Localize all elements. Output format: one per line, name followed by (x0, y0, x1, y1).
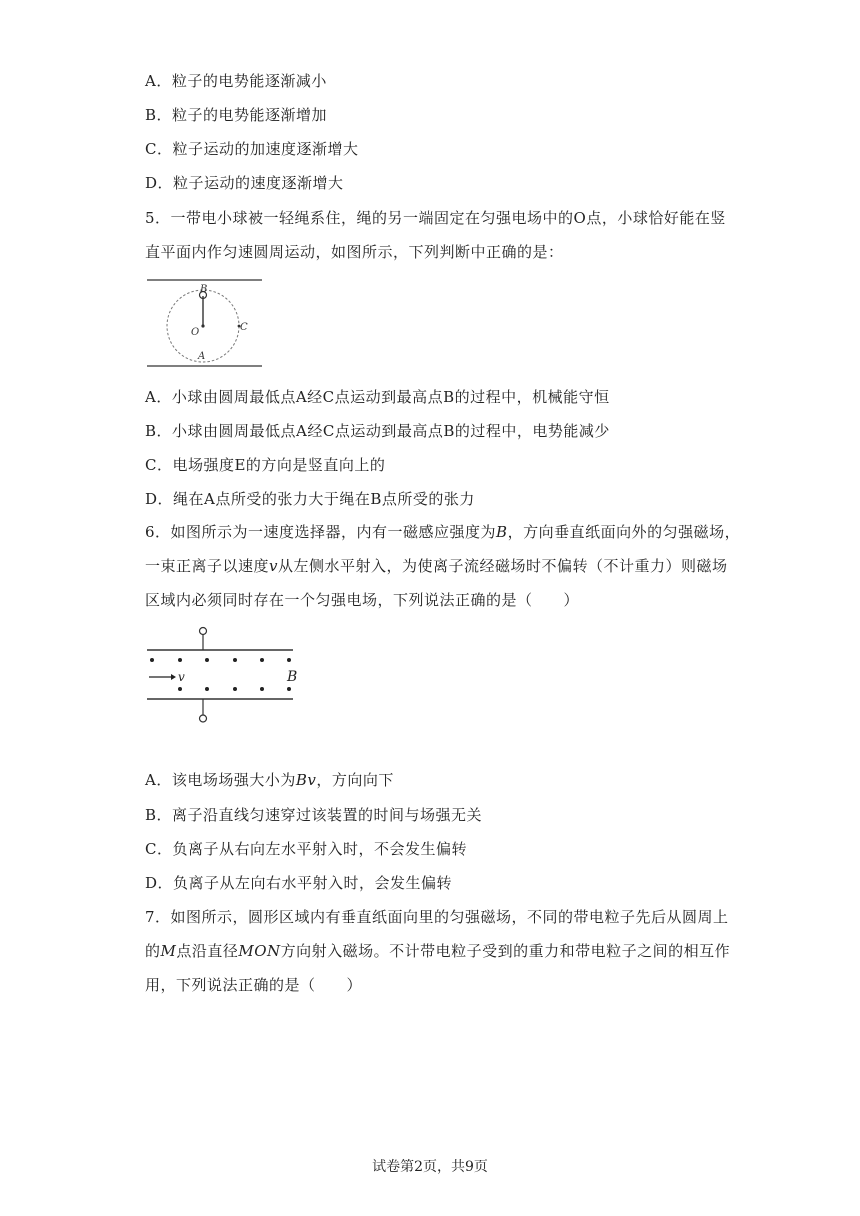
label-c: C (240, 322, 248, 333)
q6-stem-line1: 6．如图所示为一速度选择器，内有一磁感应强度为B，方向垂直纸面向外的匀强磁场， (145, 523, 741, 541)
q5-option-d: D．绳在A点所受的张力大于绳在B点所受的张力 (145, 490, 475, 508)
q5-option-b: B．小球由圆周最低点A经C点运动到最高点B的过程中，电势能减少 (145, 422, 610, 440)
q4-option-b: B．粒子的电势能逐渐增加 (145, 106, 328, 124)
q6-stem-line3: 区域内必须同时存在一个匀强电场，下列说法正确的是（ ） (145, 591, 580, 609)
q7-stem-line1: 7．如图所示，圆形区域内有垂直纸面向里的匀强磁场，不同的带电粒子先后从圆周上 (145, 908, 729, 926)
label-v: v (178, 670, 185, 684)
q4-option-d: D．粒子运动的速度逐渐增大 (145, 174, 344, 192)
label-b: B (200, 284, 208, 295)
q4-option-a: A．粒子的电势能逐渐减小 (145, 72, 327, 90)
q5-option-a: A．小球由圆周最低点A经C点运动到最高点B的过程中，机械能守恒 (145, 388, 610, 406)
page-footer: 试卷第2页，共9页 (372, 1159, 488, 1175)
label-b: B (287, 669, 298, 685)
q5-stem-line2: 直平面内作匀速圆周运动，如图所示，下列判断中正确的是： (145, 243, 564, 261)
center-point (201, 324, 204, 327)
q5-circle-figure (145, 274, 265, 372)
q7-stem-line3: 用，下列说法正确的是（ ） (145, 976, 363, 994)
q7-stem-line2: 的M点沿直径MON方向射入磁场。不计带电粒子受到的重力和带电粒子之间的相互作 (145, 942, 731, 960)
q5-stem-line1: 5．一带电小球被一轻绳系住，绳的另一端固定在匀强电场中的O点，小球恰好能在竖 (145, 209, 726, 227)
q4-option-c: C．粒子运动的加速度逐渐增大 (145, 140, 359, 158)
upper-terminal (200, 628, 207, 635)
q6-stem-line2: 一束正离子以速度v从左侧水平射入，为使离子流经磁场时不偏转（不计重力）则磁场 (145, 557, 728, 575)
q6-velocity-selector-figure (145, 622, 310, 728)
label-a: A (198, 351, 206, 362)
label-o: O (191, 327, 200, 338)
q5-option-c: C．电场强度E的方向是竖直向上的 (145, 456, 386, 474)
q6-option-c: C．负离子从右向左水平射入时，不会发生偏转 (145, 840, 467, 858)
q6-option-d: D．负离子从左向右水平射入时，会发生偏转 (145, 874, 453, 892)
q6-option-a: A．该电场场强大小为Bv，方向向下 (145, 771, 394, 789)
lower-terminal (200, 715, 207, 722)
q6-option-b: B．离子沿直线匀速穿过该装置的时间与场强无关 (145, 806, 483, 824)
